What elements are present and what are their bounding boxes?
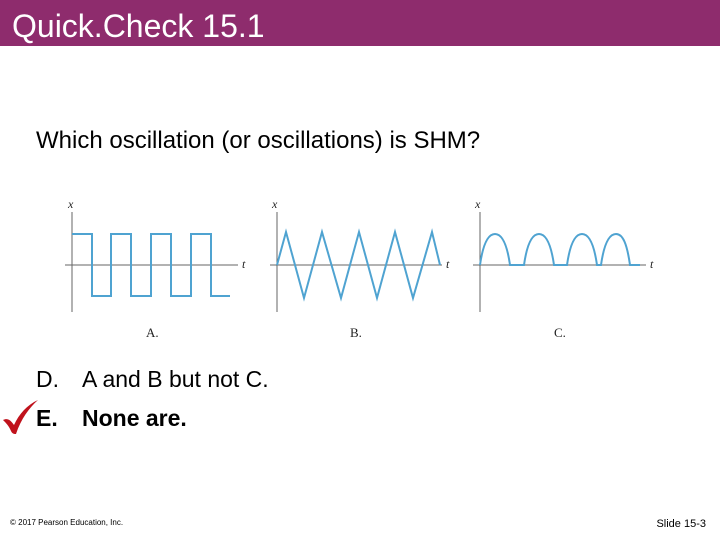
answer-d-text: A and B but not C. <box>82 366 269 392</box>
slide-title: Quick.Check 15.1 <box>12 8 265 44</box>
figure-a-t-axis-label: t <box>242 257 246 271</box>
figure-a <box>65 197 246 340</box>
figure-c-y-axis-label: x <box>475 197 481 211</box>
answer-d-letter: D. <box>36 366 59 392</box>
question-text: Which oscillation (or oscillations) is SHM? <box>36 127 481 154</box>
figure-a-y-axis-label: x <box>68 197 74 211</box>
copyright-text: © 2017 Pearson Education, Inc. <box>10 518 124 527</box>
answer-e-letter: E. <box>36 405 58 431</box>
figure-b-t-axis-label: t <box>446 257 450 271</box>
figure-b-label: B. <box>350 325 362 340</box>
figure-b <box>270 197 450 340</box>
figure-b-y-axis-label: x <box>272 197 278 211</box>
figure-c-wave <box>480 234 640 265</box>
answer-d <box>36 364 269 394</box>
figure-c-label: C. <box>554 325 566 340</box>
figure-c-t-axis-label: t <box>650 257 654 271</box>
figure-a-label: A. <box>146 325 159 340</box>
answer-e <box>36 403 187 433</box>
figure-c <box>473 197 654 340</box>
answer-e-text: None are. <box>82 405 187 431</box>
checkmark-icon <box>0 398 40 438</box>
slide-number: Slide 15-3 <box>656 518 706 530</box>
